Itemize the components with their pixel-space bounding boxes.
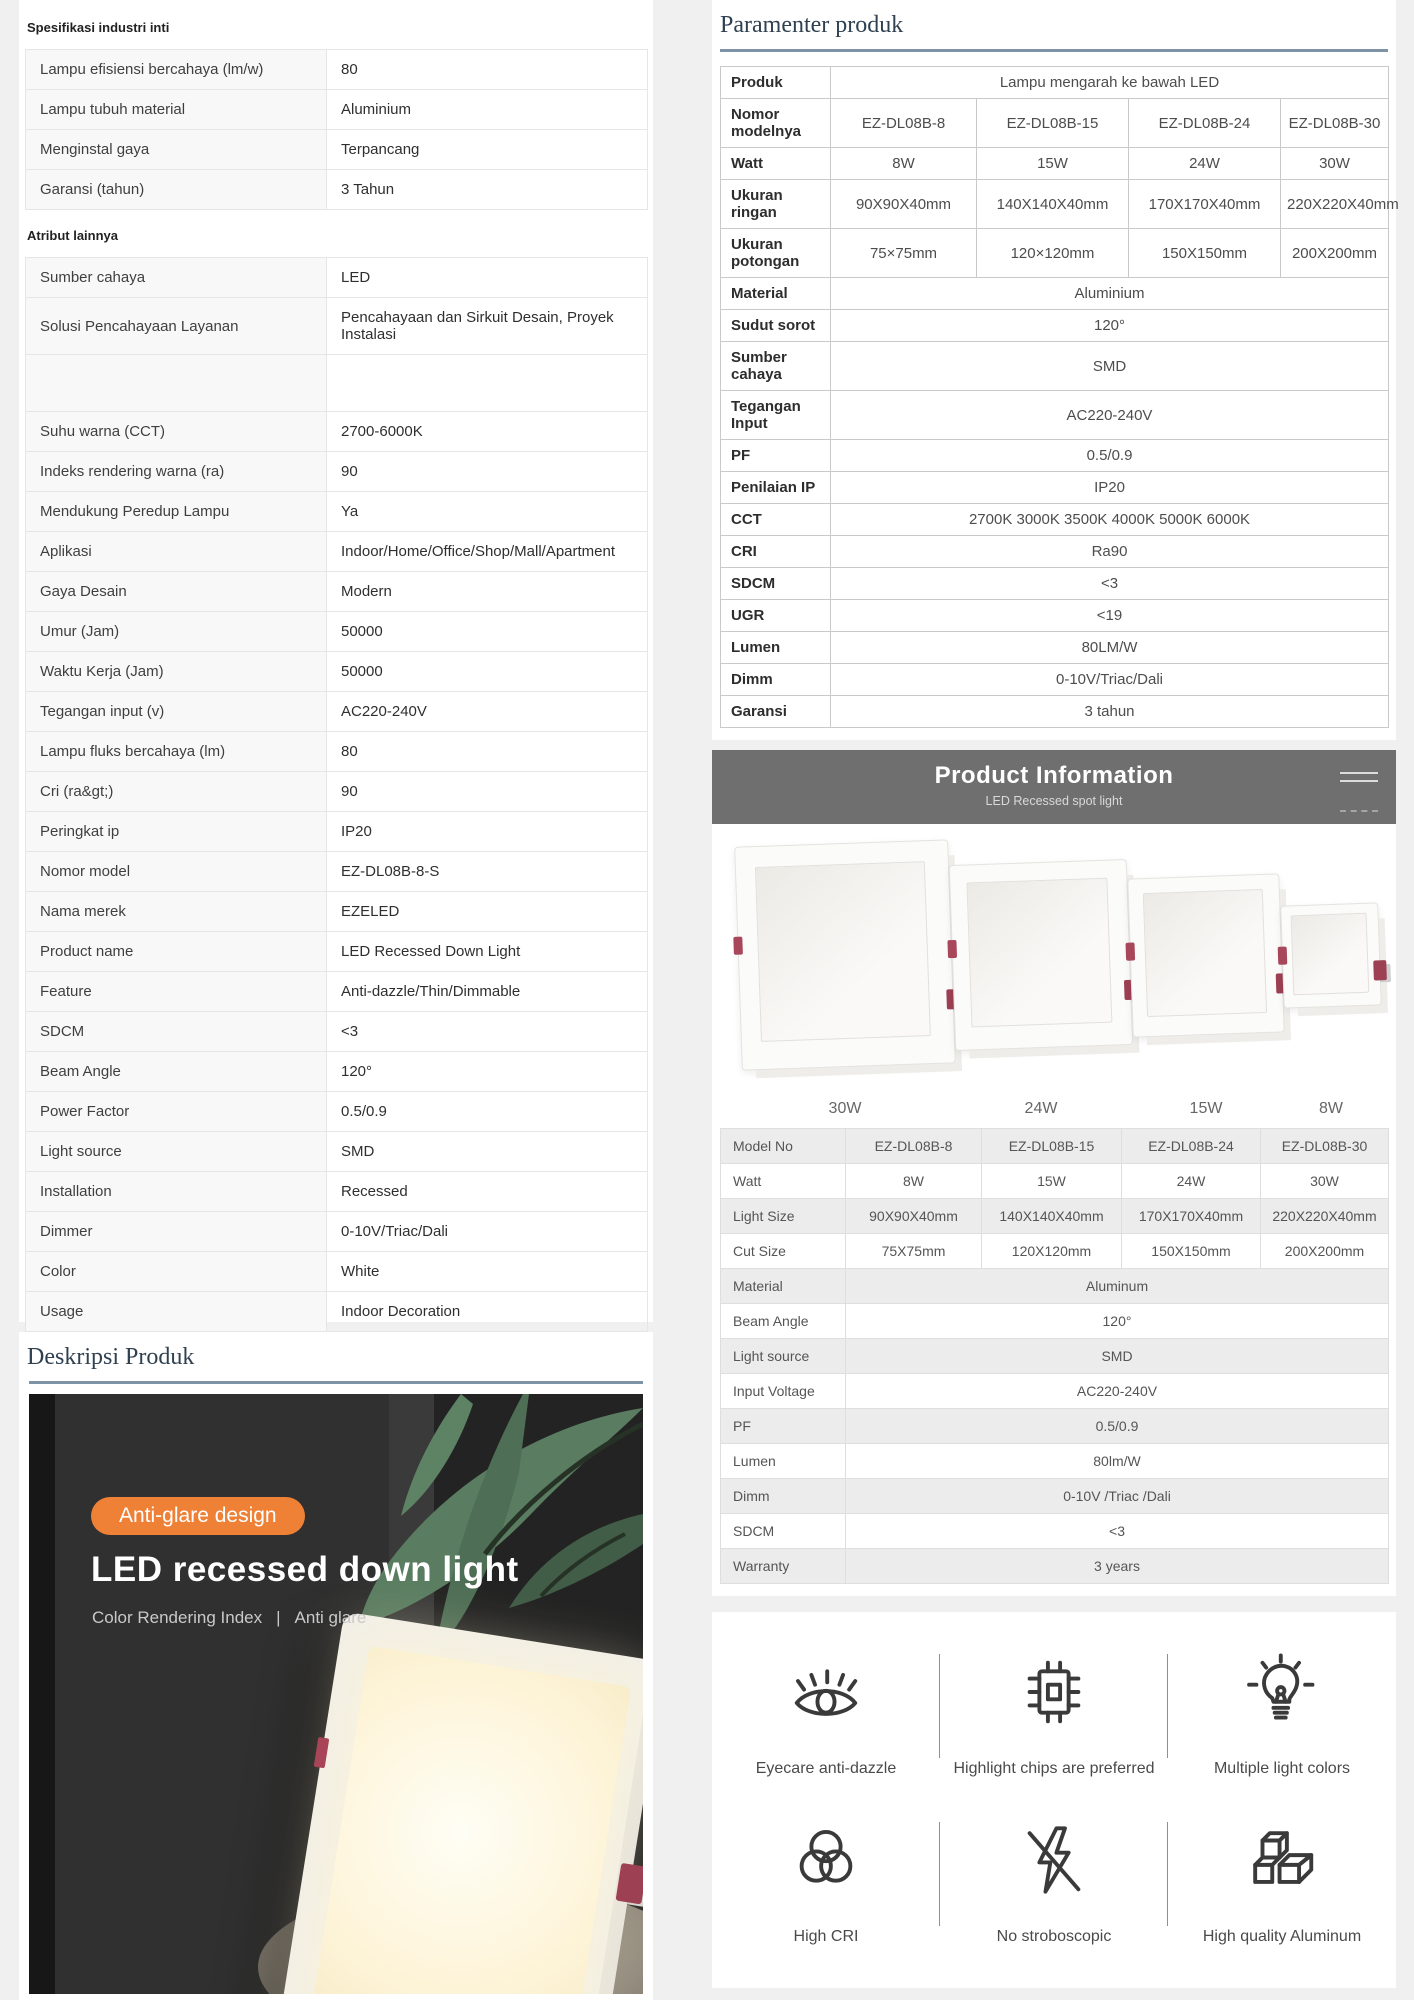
lamp-cavity-graphic — [755, 861, 931, 1042]
model-label: SDCM — [721, 1514, 846, 1549]
spec-row — [26, 170, 648, 210]
model-row — [721, 1234, 1389, 1269]
model-value: 15W — [982, 1164, 1122, 1199]
model-label: Warranty — [721, 1549, 846, 1584]
core-spec-title: Spesifikasi industri inti — [27, 20, 170, 35]
param-row — [721, 278, 1389, 310]
lamp-photo — [1130, 824, 1282, 1086]
spec-label: Feature — [26, 972, 327, 1012]
feature-cubes — [1168, 1808, 1396, 1976]
mounting-clip — [733, 936, 743, 954]
cri-icon — [787, 1808, 865, 1912]
model-row — [721, 1444, 1389, 1479]
param-value: 2700K 3000K 3500K 4000K 5000K 6000K — [831, 504, 1389, 536]
spec-value: <3 — [327, 1012, 648, 1052]
param-label: PF — [721, 440, 831, 472]
hero-subtitle-divider: | — [276, 1608, 281, 1627]
spec-row — [26, 972, 648, 1012]
spec-value: White — [327, 1252, 648, 1292]
param-label: Penilaian IP — [721, 472, 831, 504]
hero-subtitle-left: Color Rendering Index — [92, 1608, 263, 1627]
lamp-photo — [1282, 824, 1380, 1086]
param-label: Nomor modelnya — [721, 99, 831, 148]
spec-label: Lampu fluks bercahaya (lm) — [26, 732, 327, 772]
spec-value: 0-10V/Triac/Dali — [327, 1212, 648, 1252]
banner-line-decoration — [1340, 780, 1378, 782]
param-label: CRI — [721, 536, 831, 568]
spec-value: Recessed — [327, 1172, 648, 1212]
nostrobe-icon — [1015, 1808, 1093, 1912]
model-label: Model No — [721, 1129, 846, 1164]
spec-value: 120° — [327, 1052, 648, 1092]
lamp-cavity-graphic — [966, 877, 1112, 1027]
features-grid — [712, 1612, 1396, 1976]
spec-label: Tegangan input (v) — [26, 692, 327, 732]
param-value: 90X90X40mm — [831, 180, 977, 229]
spec-label: Nama merek — [26, 892, 327, 932]
param-value: Aluminium — [831, 278, 1389, 310]
param-value: EZ-DL08B-15 — [977, 99, 1129, 148]
model-label: PF — [721, 1409, 846, 1444]
param-value: 3 tahun — [831, 696, 1389, 728]
param-row — [721, 472, 1389, 504]
light-panel-graphic — [306, 1646, 631, 1994]
model-row — [721, 1339, 1389, 1374]
parameters-panel — [712, 0, 1399, 740]
feature-nostrobe — [940, 1808, 1168, 1976]
model-value: Aluminum — [846, 1269, 1389, 1304]
model-row — [721, 1304, 1389, 1339]
spec-row — [26, 732, 648, 772]
product-size-photos — [712, 824, 1396, 1128]
feature-eye — [712, 1640, 940, 1808]
hero-image — [29, 1394, 643, 1994]
param-value: 8W — [831, 148, 977, 180]
model-value: <3 — [846, 1514, 1389, 1549]
spec-value: 50000 — [327, 612, 648, 652]
param-row — [721, 600, 1389, 632]
model-value: 170X170X40mm — [1122, 1199, 1261, 1234]
param-value: 120×120mm — [977, 229, 1129, 278]
spec-row — [26, 1212, 648, 1252]
param-value: 0.5/0.9 — [831, 440, 1389, 472]
model-value: 200X200mm — [1261, 1234, 1389, 1269]
spec-row — [26, 298, 648, 355]
lamp-photo — [738, 824, 952, 1086]
lamp-graphic — [949, 859, 1133, 1051]
spec-row — [26, 572, 648, 612]
hero-title: LED recessed down light — [91, 1550, 519, 1589]
spec-value: EZ-DL08B-8-S — [327, 852, 648, 892]
model-label: Beam Angle — [721, 1304, 846, 1339]
model-label: Light source — [721, 1339, 846, 1374]
mounting-clip — [1373, 959, 1387, 979]
lamp-graphic — [734, 839, 956, 1070]
product-photo-15W — [1130, 824, 1282, 1128]
spec-label: Solusi Pencahayaan Layanan — [26, 298, 327, 355]
spec-value: AC220-240V — [327, 692, 648, 732]
spec-label: Color — [26, 1252, 327, 1292]
cubes-icon — [1243, 1808, 1321, 1912]
param-value: 200X200mm — [1281, 229, 1389, 278]
param-row — [721, 696, 1389, 728]
banner-title: Product Information — [934, 762, 1174, 789]
spec-label: Lampu efisiensi bercahaya (lm/w) — [26, 50, 327, 90]
feature-label: Multiple light colors — [1213, 1760, 1351, 1777]
feature-chip — [940, 1640, 1168, 1808]
param-value: 75×75mm — [831, 229, 977, 278]
lamp-cavity-graphic — [1142, 889, 1266, 1017]
param-value: Lampu mengarah ke bawah LED — [831, 67, 1389, 99]
spec-label: Lampu tubuh material — [26, 90, 327, 130]
spec-row — [26, 892, 648, 932]
lamp-photo — [952, 824, 1130, 1086]
spec-row — [26, 90, 648, 130]
features-panel — [712, 1612, 1396, 1988]
model-value: 220X220X40mm — [1261, 1199, 1389, 1234]
model-label: Input Voltage — [721, 1374, 846, 1409]
model-row — [721, 1129, 1389, 1164]
spec-label: SDCM — [26, 1012, 327, 1052]
model-row — [721, 1409, 1389, 1444]
param-row — [721, 391, 1389, 440]
spec-row — [26, 258, 648, 298]
spec-row — [26, 452, 648, 492]
watt-label: 30W — [828, 1100, 862, 1117]
model-row — [721, 1164, 1389, 1199]
param-label: Ukuran potongan — [721, 229, 831, 278]
param-label: Watt — [721, 148, 831, 180]
mounting-clip-right — [616, 1863, 643, 1905]
product-photo-24W — [952, 824, 1130, 1128]
param-value: IP20 — [831, 472, 1389, 504]
mounting-clip — [1278, 946, 1288, 964]
model-value: 3 years — [846, 1549, 1389, 1584]
feature-label: High quality Aluminum — [1202, 1928, 1362, 1945]
model-value: 8W — [846, 1164, 982, 1199]
spec-label: Installation — [26, 1172, 327, 1212]
spec-row — [26, 130, 648, 170]
model-value: 24W — [1122, 1164, 1261, 1199]
spec-attributes-panel — [19, 0, 653, 1322]
spec-label: Menginstal gaya — [26, 130, 327, 170]
spec-row — [26, 355, 648, 412]
param-row — [721, 342, 1389, 391]
chip-icon — [1015, 1640, 1093, 1744]
feature-label: Highlight chips are preferred — [953, 1760, 1155, 1777]
model-label: Lumen — [721, 1444, 846, 1479]
spec-label: Garansi (tahun) — [26, 170, 327, 210]
product-photo-30W — [738, 824, 952, 1128]
model-row — [721, 1514, 1389, 1549]
spec-row — [26, 852, 648, 892]
param-value: 170X170X40mm — [1129, 180, 1281, 229]
spec-value: 0.5/0.9 — [327, 1092, 648, 1132]
feature-label: No stroboscopic — [996, 1928, 1112, 1945]
model-value: 120X120mm — [982, 1234, 1122, 1269]
model-row — [721, 1374, 1389, 1409]
spec-value: 80 — [327, 50, 648, 90]
spec-value: EZELED — [327, 892, 648, 932]
feature-bulb — [1168, 1640, 1396, 1808]
spec-value: 90 — [327, 772, 648, 812]
param-row — [721, 99, 1389, 148]
banner-subtitle: LED Recessed spot light — [985, 794, 1123, 808]
banner-line-decoration — [1340, 772, 1378, 774]
spec-value: 80 — [327, 732, 648, 772]
spec-row — [26, 1252, 648, 1292]
model-row — [721, 1479, 1389, 1514]
model-label: Watt — [721, 1164, 846, 1199]
core-spec-table — [25, 49, 648, 210]
param-row — [721, 664, 1389, 696]
param-value: EZ-DL08B-30 — [1281, 99, 1389, 148]
spec-value: Aluminium — [327, 90, 648, 130]
model-value: 80lm/W — [846, 1444, 1389, 1479]
product-info-banner — [712, 750, 1396, 824]
product-info-panel — [712, 750, 1396, 1596]
model-label: Light Size — [721, 1199, 846, 1234]
model-value: SMD — [846, 1339, 1389, 1374]
param-label: Dimm — [721, 664, 831, 696]
param-value: 15W — [977, 148, 1129, 180]
spec-label: Usage — [26, 1292, 327, 1332]
product-photo-8W — [1282, 824, 1380, 1128]
other-attr-table — [25, 257, 648, 1332]
lamp-graphic — [1127, 873, 1284, 1037]
model-row — [721, 1549, 1389, 1584]
model-value: EZ-DL08B-15 — [982, 1129, 1122, 1164]
hero-subtitle-right: Anti glare — [294, 1608, 367, 1627]
description-rule — [29, 1381, 643, 1384]
spec-label: Light source — [26, 1132, 327, 1172]
description-title: Deskripsi Produk — [27, 1344, 195, 1370]
spec-label: Cri (ra&gt;) — [26, 772, 327, 812]
banner-dashed-decoration — [1340, 810, 1378, 812]
param-label: Tegangan Input — [721, 391, 831, 440]
param-value: 140X140X40mm — [977, 180, 1129, 229]
feature-label: Eyecare anti-dazzle — [755, 1760, 897, 1777]
param-row — [721, 148, 1389, 180]
spec-label: Beam Angle — [26, 1052, 327, 1092]
param-row — [721, 536, 1389, 568]
model-value: AC220-240V — [846, 1374, 1389, 1409]
param-value: 24W — [1129, 148, 1281, 180]
parameters-rule — [720, 49, 1388, 52]
spec-row — [26, 812, 648, 852]
spec-row — [26, 1292, 648, 1332]
spec-value: 50000 — [327, 652, 648, 692]
spec-value: Indoor Decoration — [327, 1292, 648, 1332]
spec-label: Dimmer — [26, 1212, 327, 1252]
spec-value: Indoor/Home/Office/Shop/Mall/Apartment — [327, 532, 648, 572]
spec-row — [26, 50, 648, 90]
model-value: EZ-DL08B-8 — [846, 1129, 982, 1164]
spec-row — [26, 532, 648, 572]
spec-value: Modern — [327, 572, 648, 612]
spec-label: Umur (Jam) — [26, 612, 327, 652]
spec-value: Ya — [327, 492, 648, 532]
param-value: 150X150mm — [1129, 229, 1281, 278]
description-panel — [19, 1332, 653, 2000]
anti-glare-badge: Anti-glare design — [91, 1497, 305, 1535]
model-value: 150X150mm — [1122, 1234, 1261, 1269]
param-label: Sudut sorot — [721, 310, 831, 342]
param-row — [721, 229, 1389, 278]
parameters-table — [720, 66, 1399, 728]
param-label: Sumber cahaya — [721, 342, 831, 391]
param-label: Produk — [721, 67, 831, 99]
param-row — [721, 440, 1389, 472]
hero-subtitle — [92, 1608, 366, 1628]
parameters-title: Paramenter produk — [720, 12, 904, 38]
param-value: 120° — [831, 310, 1389, 342]
model-label: Cut Size — [721, 1234, 846, 1269]
model-value: 120° — [846, 1304, 1389, 1339]
param-value: <19 — [831, 600, 1389, 632]
param-label: CCT — [721, 504, 831, 536]
bulb-icon — [1243, 1640, 1321, 1744]
model-row — [721, 1269, 1389, 1304]
spec-row — [26, 1092, 648, 1132]
param-row — [721, 310, 1389, 342]
spec-value: 3 Tahun — [327, 170, 648, 210]
other-attr-title: Atribut lainnya — [27, 228, 119, 243]
param-row — [721, 67, 1389, 99]
spec-value: 90 — [327, 452, 648, 492]
model-label: Dimm — [721, 1479, 846, 1514]
spec-row — [26, 932, 648, 972]
spec-value: Terpancang — [327, 130, 648, 170]
spec-row — [26, 412, 648, 452]
spec-value: Anti-dazzle/Thin/Dimmable — [327, 972, 648, 1012]
param-row — [721, 180, 1389, 229]
param-label: Garansi — [721, 696, 831, 728]
model-spec-table — [720, 1128, 1389, 1584]
model-value: EZ-DL08B-24 — [1122, 1129, 1261, 1164]
spec-row — [26, 1132, 648, 1172]
param-value: SMD — [831, 342, 1389, 391]
model-value: 140X140X40mm — [982, 1199, 1122, 1234]
param-value: Ra90 — [831, 536, 1389, 568]
eye-icon — [787, 1640, 865, 1744]
param-value: <3 — [831, 568, 1389, 600]
param-row — [721, 568, 1389, 600]
spec-row — [26, 772, 648, 812]
watt-label: 24W — [1024, 1100, 1058, 1117]
spec-label: Indeks rendering warna (ra) — [26, 452, 327, 492]
spec-value: LED — [327, 258, 648, 298]
feature-label: High CRI — [793, 1928, 859, 1945]
spec-value: 2700-6000K — [327, 412, 648, 452]
lamp-cavity-graphic — [1290, 912, 1370, 994]
param-label: Ukuran ringan — [721, 180, 831, 229]
param-value: EZ-DL08B-24 — [1129, 99, 1281, 148]
spec-label: Sumber cahaya — [26, 258, 327, 298]
param-value: EZ-DL08B-8 — [831, 99, 977, 148]
model-value: 90X90X40mm — [846, 1199, 982, 1234]
model-value: 0.5/0.9 — [846, 1409, 1389, 1444]
watt-label: 15W — [1189, 1100, 1223, 1117]
param-value: 220X220X40mm — [1281, 180, 1389, 229]
model-value: 0-10V /Triac /Dali — [846, 1479, 1389, 1514]
spec-label: Aplikasi — [26, 532, 327, 572]
mounting-clip — [1126, 942, 1136, 960]
model-value: 75X75mm — [846, 1234, 982, 1269]
watt-label: 8W — [1319, 1100, 1343, 1117]
model-value: 30W — [1261, 1164, 1389, 1199]
spec-value: Pencahayaan dan Sirkuit Desain, Proyek Instalasi — [327, 298, 648, 355]
param-label: Material — [721, 278, 831, 310]
spec-label: Peringkat ip — [26, 812, 327, 852]
spec-row — [26, 692, 648, 732]
spec-label: Gaya Desain — [26, 572, 327, 612]
spec-label: Product name — [26, 932, 327, 972]
spec-label — [26, 355, 327, 412]
spec-label: Suhu warna (CCT) — [26, 412, 327, 452]
lamp-graphic — [1280, 902, 1382, 1008]
param-row — [721, 632, 1389, 664]
spec-row — [26, 492, 648, 532]
param-value: 0-10V/Triac/Dali — [831, 664, 1389, 696]
spec-label: Mendukung Peredup Lampu — [26, 492, 327, 532]
spec-label: Waktu Kerja (Jam) — [26, 652, 327, 692]
spec-value — [327, 355, 648, 412]
model-value: EZ-DL08B-30 — [1261, 1129, 1389, 1164]
spec-label: Power Factor — [26, 1092, 327, 1132]
spec-value: LED Recessed Down Light — [327, 932, 648, 972]
param-value: AC220-240V — [831, 391, 1389, 440]
mounting-clip — [947, 940, 957, 958]
feature-cri — [712, 1808, 940, 1976]
spec-row — [26, 612, 648, 652]
spec-row — [26, 1172, 648, 1212]
model-label: Material — [721, 1269, 846, 1304]
spec-label: Nomor model — [26, 852, 327, 892]
param-value: 30W — [1281, 148, 1389, 180]
spec-value: SMD — [327, 1132, 648, 1172]
spec-value: IP20 — [327, 812, 648, 852]
model-row — [721, 1199, 1389, 1234]
spec-row — [26, 1052, 648, 1092]
param-label: SDCM — [721, 568, 831, 600]
param-label: UGR — [721, 600, 831, 632]
spec-row — [26, 1012, 648, 1052]
param-label: Lumen — [721, 632, 831, 664]
param-value: 80LM/W — [831, 632, 1389, 664]
param-row — [721, 504, 1389, 536]
spec-row — [26, 652, 648, 692]
